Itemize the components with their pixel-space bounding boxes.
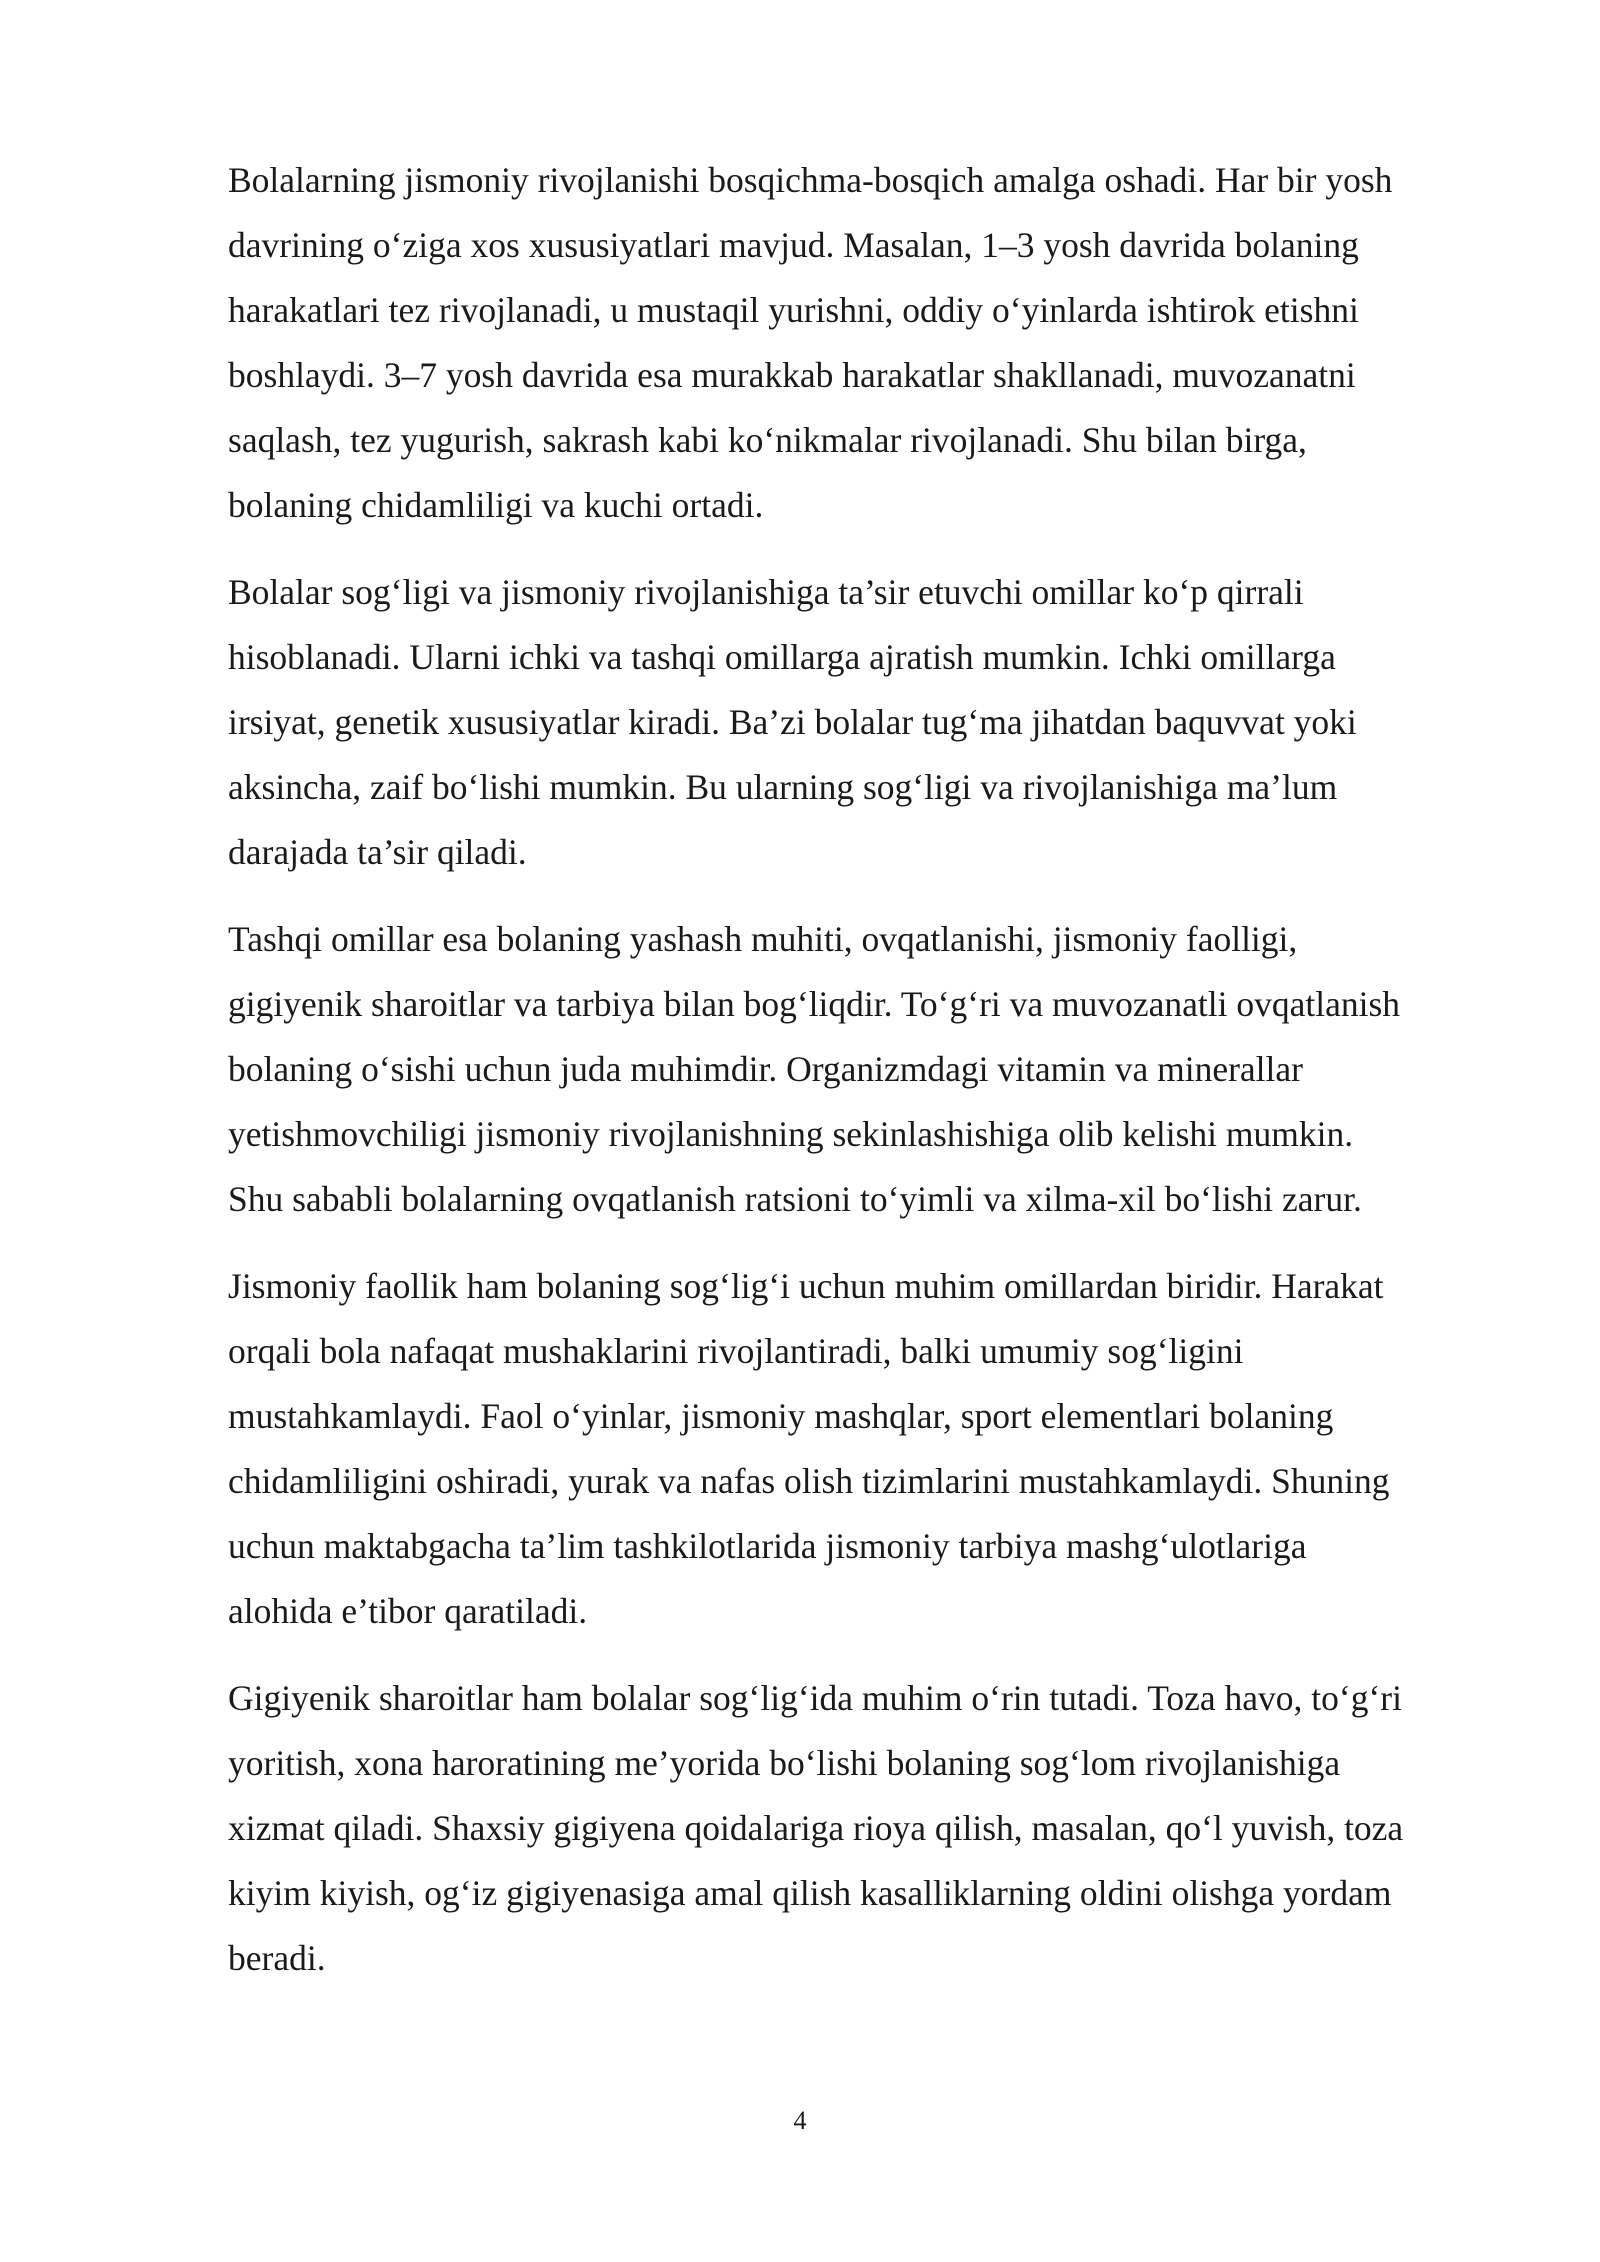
paragraph-4: [228, 1254, 1488, 1644]
text-line: Bolalar sog‘ligi va jismoniy rivojlanishiga ta’sir etuvchi omillar ko‘p qirrali: [228, 572, 1304, 612]
text-line: orqali bola nafaqat mushaklarini rivojlantiradi, balki umumiy sog‘ligini: [228, 1331, 1244, 1371]
text-line: Tashqi omillar esa bolaning yashash muhiti, ovqatlanishi, jismoniy faolligi,: [228, 919, 1298, 959]
text-line: uchun maktabgacha ta’lim tashkilotlarida jismoniy tarbiya mashg‘ulotlariga: [228, 1526, 1307, 1566]
text-line: Jismoniy faollik ham bolaning sog‘lig‘i uchun muhim omillardan biridir. Harakat: [228, 1266, 1384, 1306]
text-line: davrining o‘ziga xos xususiyatlari mavjud. Masalan, 1–3 yosh davrida bolaning: [228, 225, 1359, 265]
text-line: Gigiyenik sharoitlar ham bolalar sog‘lig‘ida muhim o‘rin tutadi. Toza havo, to‘g‘ri: [228, 1678, 1402, 1718]
paragraph-5: [228, 1666, 1488, 1991]
text-line: harakatlari tez rivojlanadi, u mustaqil yurishni, oddiy o‘yinlarda ishtirok etishni: [228, 290, 1359, 330]
text-line: xizmat qiladi. Shaxsiy gigiyena qoidalariga rioya qilish, masalan, qo‘l yuvish, toza: [228, 1808, 1404, 1848]
text-line: hisoblanadi. Ularni ichki va tashqi omillarga ajratish mumkin. Ichki omillarga: [228, 637, 1336, 677]
text-line: bolaning o‘sishi uchun juda muhimdir. Organizmdagi vitamin va minerallar: [228, 1049, 1303, 1089]
paragraph-2: [228, 560, 1488, 885]
text-line: mustahkamlaydi. Faol o‘yinlar, jismoniy mashqlar, sport elementlari bolaning: [228, 1396, 1334, 1436]
paragraph-1: [228, 148, 1488, 538]
text-line: aksincha, zaif bo‘lishi mumkin. Bu ularning sog‘ligi va rivojlanishiga ma’lum: [228, 767, 1338, 807]
text-line: alohida e’tibor qaratiladi.: [228, 1591, 588, 1631]
text-line: chidamliligini oshiradi, yurak va nafas olish tizimlarini mustahkamlaydi. Shuning: [228, 1461, 1390, 1501]
text-line: saqlash, tez yugurish, sakrash kabi ko‘nikmalar rivojlanadi. Shu bilan birga,: [228, 420, 1307, 460]
text-line: irsiyat, genetik xususiyatlar kiradi. Ba’zi bolalar tug‘ma jihatdan baquvvat yoki: [228, 702, 1357, 742]
text-line: yetishmovchiligi jismoniy rivojlanishning sekinlashishiga olib kelishi mumkin.: [228, 1114, 1354, 1154]
text-line: beradi.: [228, 1938, 326, 1978]
text-line: Bolalarning jismoniy rivojlanishi bosqichma-bosqich amalga oshadi. Har bir yosh: [228, 160, 1393, 200]
page-number: 4: [793, 2106, 807, 2135]
text-line: gigiyenik sharoitlar va tarbiya bilan bog‘liqdir. To‘g‘ri va muvozanatli ovqatlanish: [228, 984, 1401, 1024]
text-line: boshlaydi. 3–7 yosh davrida esa murakkab harakatlar shakllanadi, muvozanatni: [228, 355, 1356, 395]
body-text: [228, 148, 1488, 2013]
paragraph-3: [228, 907, 1488, 1232]
text-line: kiyim kiyish, og‘iz gigiyenasiga amal qilish kasalliklarning oldini olishga yordam: [228, 1873, 1392, 1913]
text-line: bolaning chidamliligi va kuchi ortadi.: [228, 485, 764, 525]
text-line: Shu sababli bolalarning ovqatlanish ratsioni to‘yimli va xilma-xil bo‘lishi zarur.: [228, 1179, 1362, 1219]
text-line: darajada ta’sir qiladi.: [228, 832, 527, 872]
text-line: yoritish, xona haroratining me’yorida bo‘lishi bolaning sog‘lom rivojlanishiga: [228, 1743, 1341, 1783]
